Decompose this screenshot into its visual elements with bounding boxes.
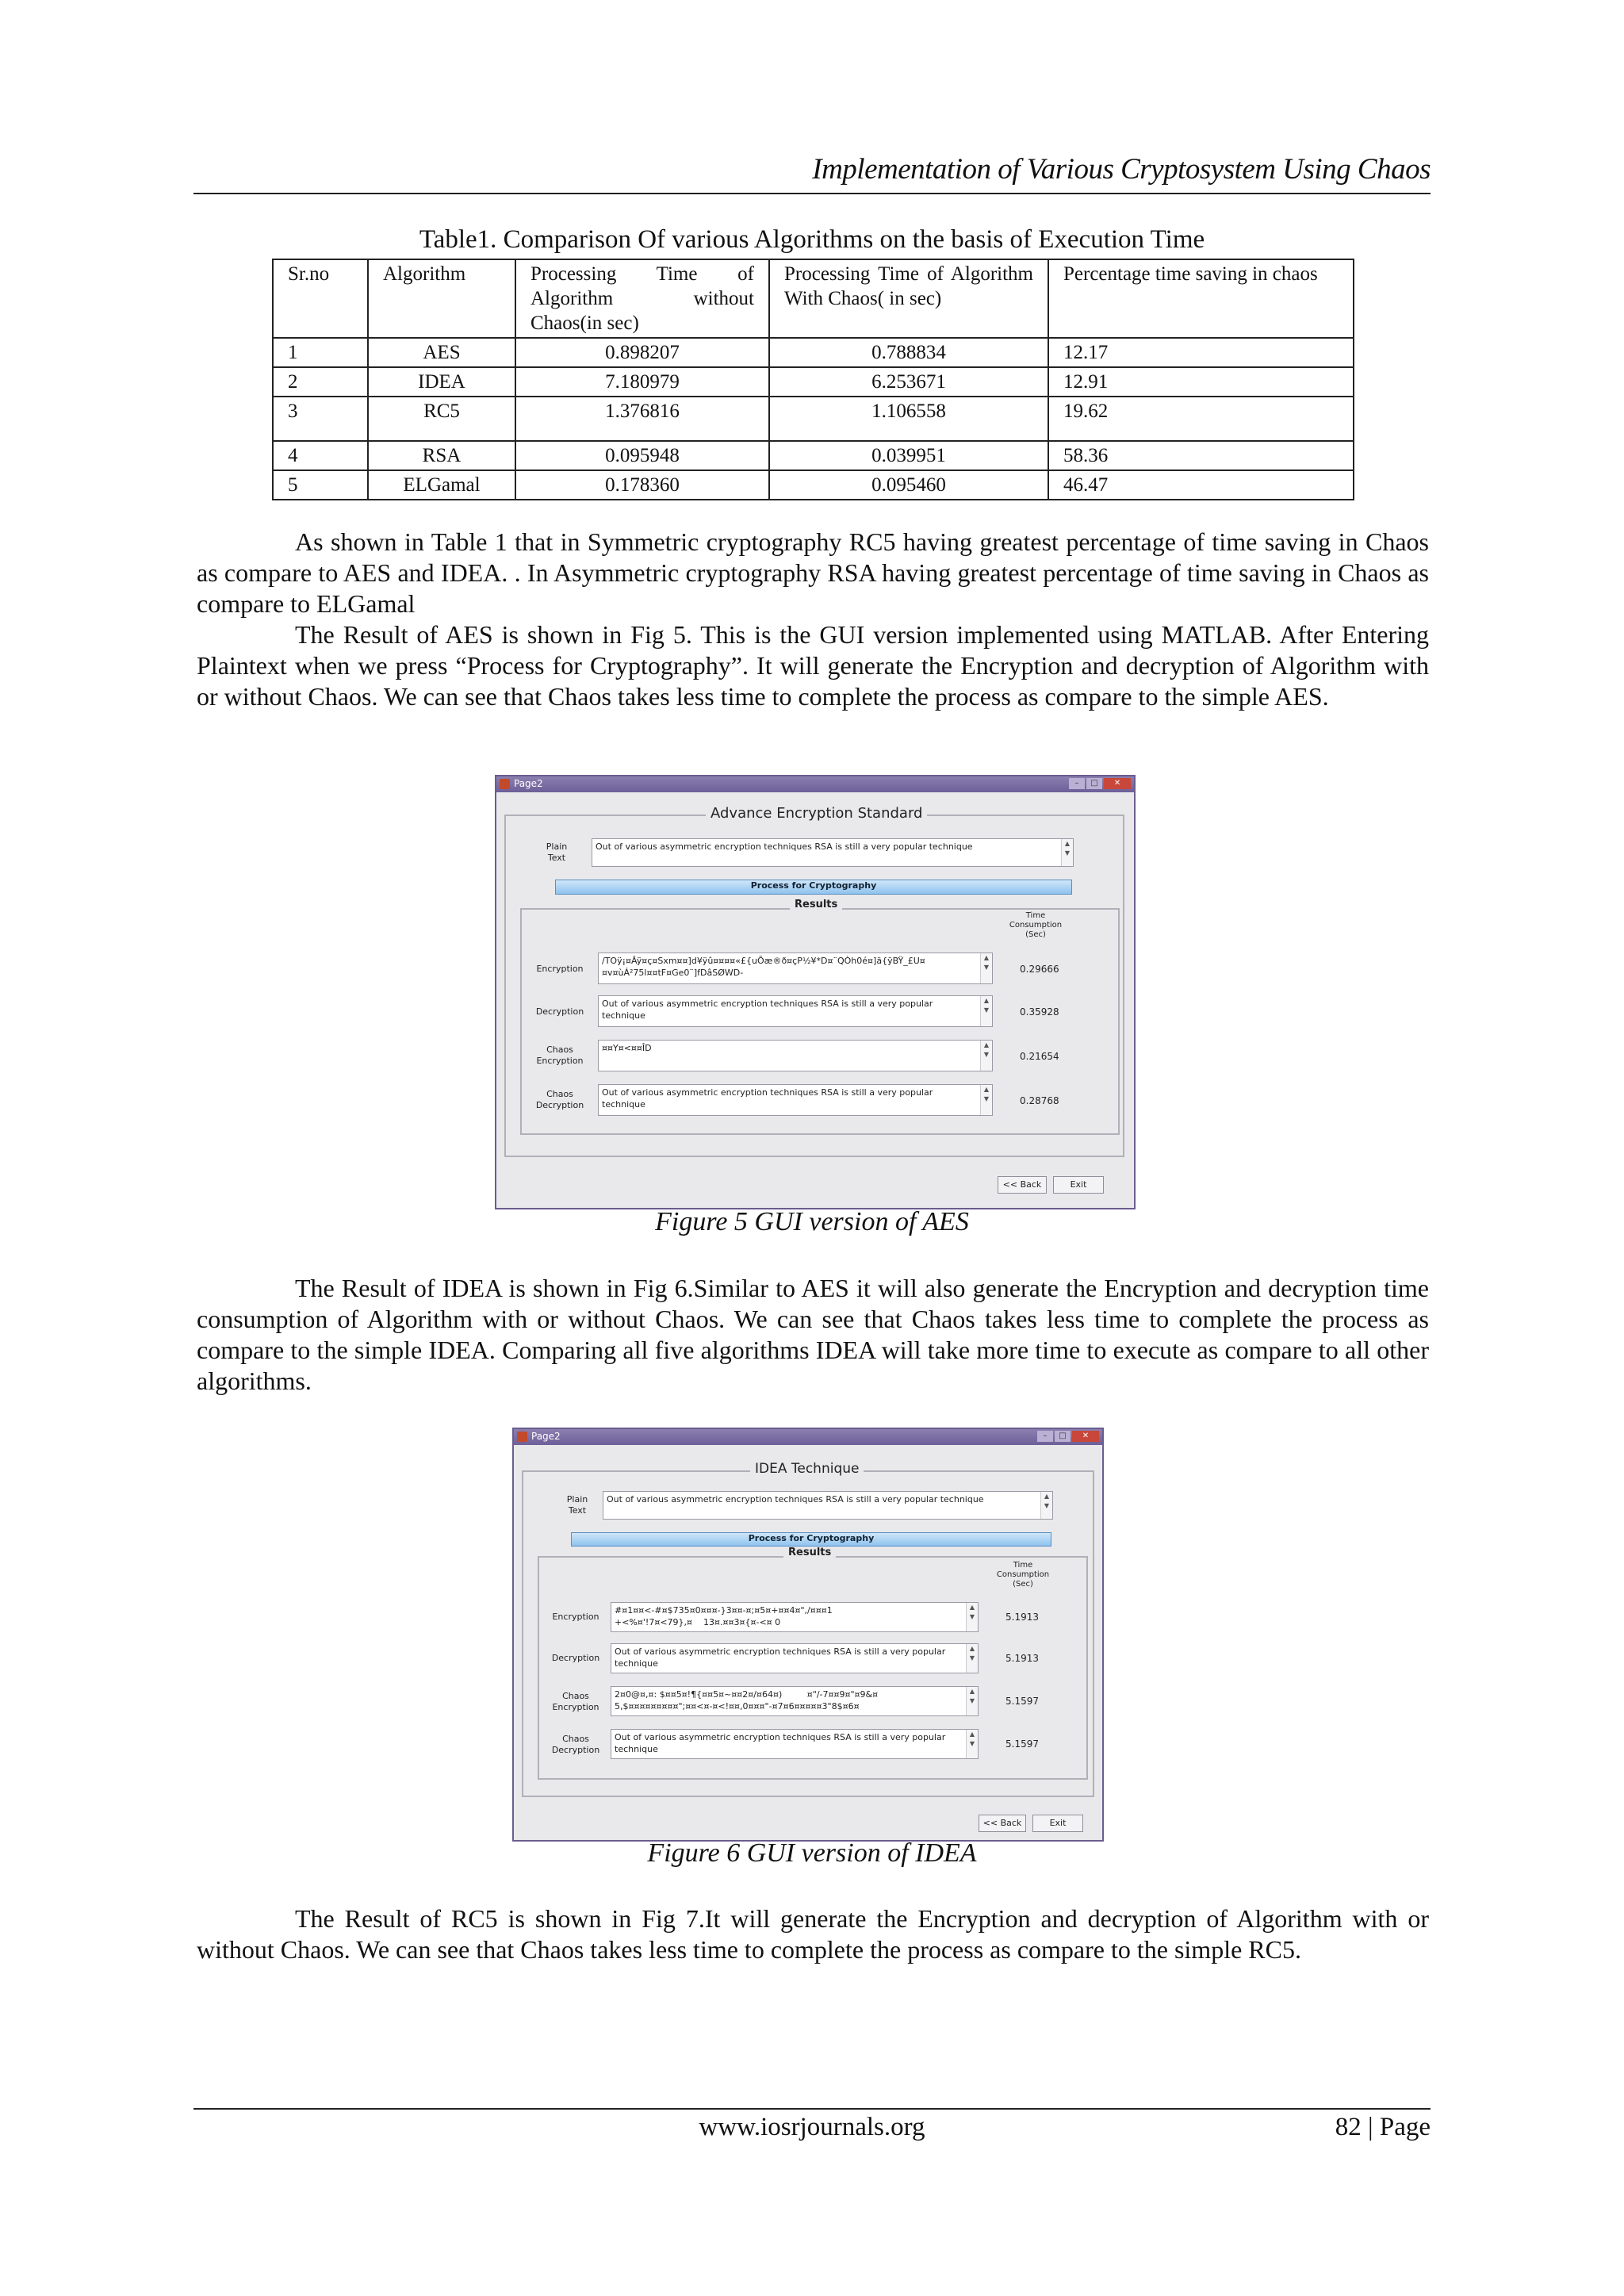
- table-cell: RC5: [368, 397, 515, 441]
- close-icon[interactable]: ✕: [1072, 1431, 1099, 1442]
- decryption-label: Decryption: [535, 1006, 584, 1017]
- table-header-cell: Processing Time of Algorithm With Chaos( in sec): [769, 259, 1048, 338]
- table-row: [273, 367, 1354, 397]
- footer-rule: [193, 2108, 1431, 2110]
- time-consumption-header: Time Consumption (Sec): [1009, 911, 1063, 939]
- minimize-icon[interactable]: –: [1037, 1431, 1053, 1442]
- table-caption: Table1. Comparison Of various Algorithms on the basis of Execution Time: [419, 225, 1205, 254]
- scrollbar[interactable]: ▲ ▼: [1040, 1492, 1052, 1519]
- chaos-decryption-time: 0.28768: [1020, 1095, 1059, 1106]
- matlab-icon: [517, 1432, 527, 1442]
- close-icon[interactable]: ✕: [1104, 778, 1131, 789]
- chaos-decryption-time: 5.1597: [1005, 1738, 1039, 1750]
- chaos-encryption-time: 5.1597: [1005, 1696, 1039, 1707]
- table-header-cell: Processing Time of Algorithm without Chaos(in sec): [515, 259, 769, 338]
- table-cell: ELGamal: [368, 470, 515, 500]
- encryption-time: 0.29666: [1020, 964, 1059, 975]
- paragraph: The Result of AES is shown in Fig 5. This is the GUI version implemented using MATLAB. After Entering Plaintext when we press “Process for Cryptography”. It will generate the Encryption and decryption of Algorithm with or without Chaos. We can see that Chaos takes less time to complete the process as compare to the simple AES.: [197, 620, 1429, 711]
- back-button[interactable]: << Back: [979, 1815, 1026, 1832]
- paragraph: As shown in Table 1 that in Symmetric cryptography RC5 having greatest percentage of time saving in Chaos as compare to AES and IDEA. . In Asymmetric cryptography RSA having greatest percentage of time saving in Chaos as compare to ELGamal: [197, 527, 1429, 618]
- table-cell: 0.788834: [769, 338, 1048, 367]
- back-button[interactable]: << Back: [998, 1176, 1047, 1194]
- table-cell: 4: [273, 441, 368, 470]
- figure-5-caption: Figure 5 GUI version of AES: [655, 1207, 969, 1236]
- chaos-encryption-output[interactable]: 2¤0@¤,¤: $¤¤5¤!¶{¤¤5¤~¤¤2¤/¤64¤) ¤"/-7¤¤9¤"¤9&¤ 5,$¤¤¤¤¤¤¤¤¤";¤¤<¤-¤<!¤¤,0¤¤¤"-¤7¤6¤¤¤¤¤3"8$¤6¤ ▲ ▼: [611, 1686, 979, 1716]
- scrollbar[interactable]: ▲ ▼: [980, 1041, 992, 1071]
- minimize-icon[interactable]: –: [1069, 778, 1085, 789]
- chaos-decryption-label: Chaos Decryption: [535, 1089, 584, 1110]
- table-cell: 58.36: [1048, 441, 1354, 470]
- encryption-label: Encryption: [536, 964, 584, 974]
- table-cell: 19.62: [1048, 397, 1354, 441]
- process-for-cryptography-button[interactable]: Process for Cryptography: [555, 880, 1072, 895]
- table-cell: 3: [273, 397, 368, 441]
- table-header-cell: Percentage time saving in chaos: [1048, 259, 1354, 338]
- table-cell: 6.253671: [769, 367, 1048, 397]
- table-cell: 0.178360: [515, 470, 769, 500]
- table-cell: 12.17: [1048, 338, 1354, 367]
- window-title: Page2: [531, 1431, 561, 1442]
- page-number: 82 | Page: [1335, 2113, 1431, 2141]
- table-cell: AES: [368, 338, 515, 367]
- scrollbar[interactable]: ▲ ▼: [980, 996, 992, 1026]
- scrollbar[interactable]: ▲ ▼: [980, 1085, 992, 1115]
- table-cell: 46.47: [1048, 470, 1354, 500]
- panel-title: Advance Encryption Standard: [706, 805, 927, 822]
- maximize-icon[interactable]: □: [1086, 778, 1102, 789]
- results-title: Results: [783, 1547, 836, 1558]
- scrollbar[interactable]: ▲ ▼: [966, 1644, 978, 1673]
- journal-website-link[interactable]: www.iosrjournals.org: [699, 2113, 925, 2141]
- scrollbar[interactable]: ▲ ▼: [980, 953, 992, 983]
- encryption-label: Encryption: [552, 1612, 599, 1622]
- scrollbar[interactable]: ▲ ▼: [966, 1687, 978, 1715]
- chaos-encryption-label: Chaos Encryption: [552, 1691, 599, 1712]
- decryption-output[interactable]: Out of various asymmetric encryption techniques RSA is still a very popular technique ▲ ▼: [611, 1643, 979, 1673]
- table-cell: 12.91: [1048, 367, 1354, 397]
- plain-text-input[interactable]: Out of various asymmetric encryption techniques RSA is still a very popular technique ▲ ▼: [603, 1491, 1053, 1520]
- table-cell: 0.095460: [769, 470, 1048, 500]
- table-header-cell: Sr.no: [273, 259, 368, 338]
- figure-6-caption: Figure 6 GUI version of IDEA: [647, 1838, 977, 1868]
- table-cell: 5: [273, 470, 368, 500]
- chaos-decryption-output[interactable]: Out of various asymmetric encryption techniques RSA is still a very popular technique ▲ ▼: [598, 1084, 993, 1116]
- decryption-output[interactable]: Out of various asymmetric encryption techniques RSA is still a very popular technique ▲ ▼: [598, 995, 993, 1027]
- exit-button[interactable]: Exit: [1053, 1176, 1104, 1194]
- decryption-time: 5.1913: [1005, 1653, 1039, 1664]
- running-header: Implementation of Various Cryptosystem Using Chaos: [812, 153, 1431, 186]
- table-row: [273, 470, 1354, 500]
- time-consumption-header: Time Consumption (Sec): [996, 1561, 1050, 1589]
- table-row: [273, 441, 1354, 470]
- comparison-table: [272, 259, 1354, 500]
- table-cell: 0.095948: [515, 441, 769, 470]
- table-header-row: [273, 259, 1354, 338]
- chaos-encryption-time: 0.21654: [1020, 1051, 1059, 1062]
- plain-text-label: Plain Text: [546, 841, 568, 863]
- paragraph: The Result of RC5 is shown in Fig 7.It will generate the Encryption and decryption of Algorithm with or without Chaos. We can see that Chaos takes less time to complete the process as compare to the simple RC5.: [197, 1904, 1429, 1964]
- chaos-encryption-output[interactable]: ¤¤Y¤<¤¤ÎD ▲ ▼: [598, 1040, 993, 1071]
- encryption-output[interactable]: #¤1¤¤<-#¤$735¤0¤¤¤-}3¤¤-¤;¤5¤+¤¤4¤",/¤¤¤1 +<%¤'!7¤<79},¤ 13¤.¤¤3¤{¤-<¤ 0 ▲ ▼: [611, 1602, 979, 1632]
- table-cell: 7.180979: [515, 367, 769, 397]
- maximize-icon[interactable]: □: [1055, 1431, 1071, 1442]
- header-rule: [193, 193, 1431, 194]
- scrollbar[interactable]: ▲ ▼: [966, 1730, 978, 1758]
- process-for-cryptography-button[interactable]: Process for Cryptography: [571, 1532, 1051, 1547]
- table-cell: RSA: [368, 441, 515, 470]
- idea-gui-screenshot: [512, 1428, 1104, 1842]
- results-title: Results: [790, 899, 842, 910]
- chaos-encryption-label: Chaos Encryption: [536, 1045, 584, 1066]
- table-cell: 1.376816: [515, 397, 769, 441]
- table-cell: 2: [273, 367, 368, 397]
- table-cell: 0.898207: [515, 338, 769, 367]
- aes-gui-screenshot: [495, 775, 1136, 1209]
- table-row: [273, 397, 1354, 441]
- plain-text-input[interactable]: Out of various asymmetric encryption techniques RSA is still a very popular technique ▲ ▼: [592, 838, 1074, 867]
- table-cell: 1.106558: [769, 397, 1048, 441]
- table-header-cell: Algorithm: [368, 259, 515, 338]
- paragraph: The Result of IDEA is shown in Fig 6.Similar to AES it will also generate the Encryption and decryption time consumption of Algorithm with or without Chaos. We can see that Chaos takes less time to complete the process as compare to the simple IDEA. Comparing all five algorithms IDEA will take more time to execute as compare to all other algorithms.: [197, 1274, 1429, 1395]
- window-titlebar: [514, 1429, 1102, 1445]
- plain-text-label: Plain Text: [566, 1494, 588, 1516]
- table-cell: 1: [273, 338, 368, 367]
- window-title: Page2: [514, 778, 543, 789]
- decryption-time: 0.35928: [1020, 1006, 1059, 1018]
- chaos-decryption-output[interactable]: Out of various asymmetric encryption techniques RSA is still a very popular technique ▲ ▼: [611, 1729, 979, 1759]
- table-cell: IDEA: [368, 367, 515, 397]
- chaos-decryption-label: Chaos Decryption: [551, 1734, 600, 1755]
- decryption-label: Decryption: [551, 1653, 600, 1663]
- window-titlebar: [496, 776, 1134, 792]
- exit-button[interactable]: Exit: [1032, 1815, 1083, 1832]
- panel-title: IDEA Technique: [750, 1461, 864, 1477]
- matlab-icon: [500, 779, 510, 789]
- scrollbar[interactable]: ▲ ▼: [1061, 839, 1073, 866]
- table-cell: 0.039951: [769, 441, 1048, 470]
- encryption-output[interactable]: /TOÿ¡¤Âÿ¤ç¤Sxm¤¤]d¥ÿû¤¤¤¤«£{uÕæ®ð¤çP½¥*D¤¨QÒh0é¤]ä{ÿBŸ_£U¤ ¤v¤ùÁ²75l¤¤tF¤Ge0¨]fDâSØWD- ▲ ▼: [598, 953, 993, 984]
- scrollbar[interactable]: ▲ ▼: [966, 1603, 978, 1631]
- encryption-time: 5.1913: [1005, 1612, 1039, 1623]
- table-row: [273, 338, 1354, 367]
